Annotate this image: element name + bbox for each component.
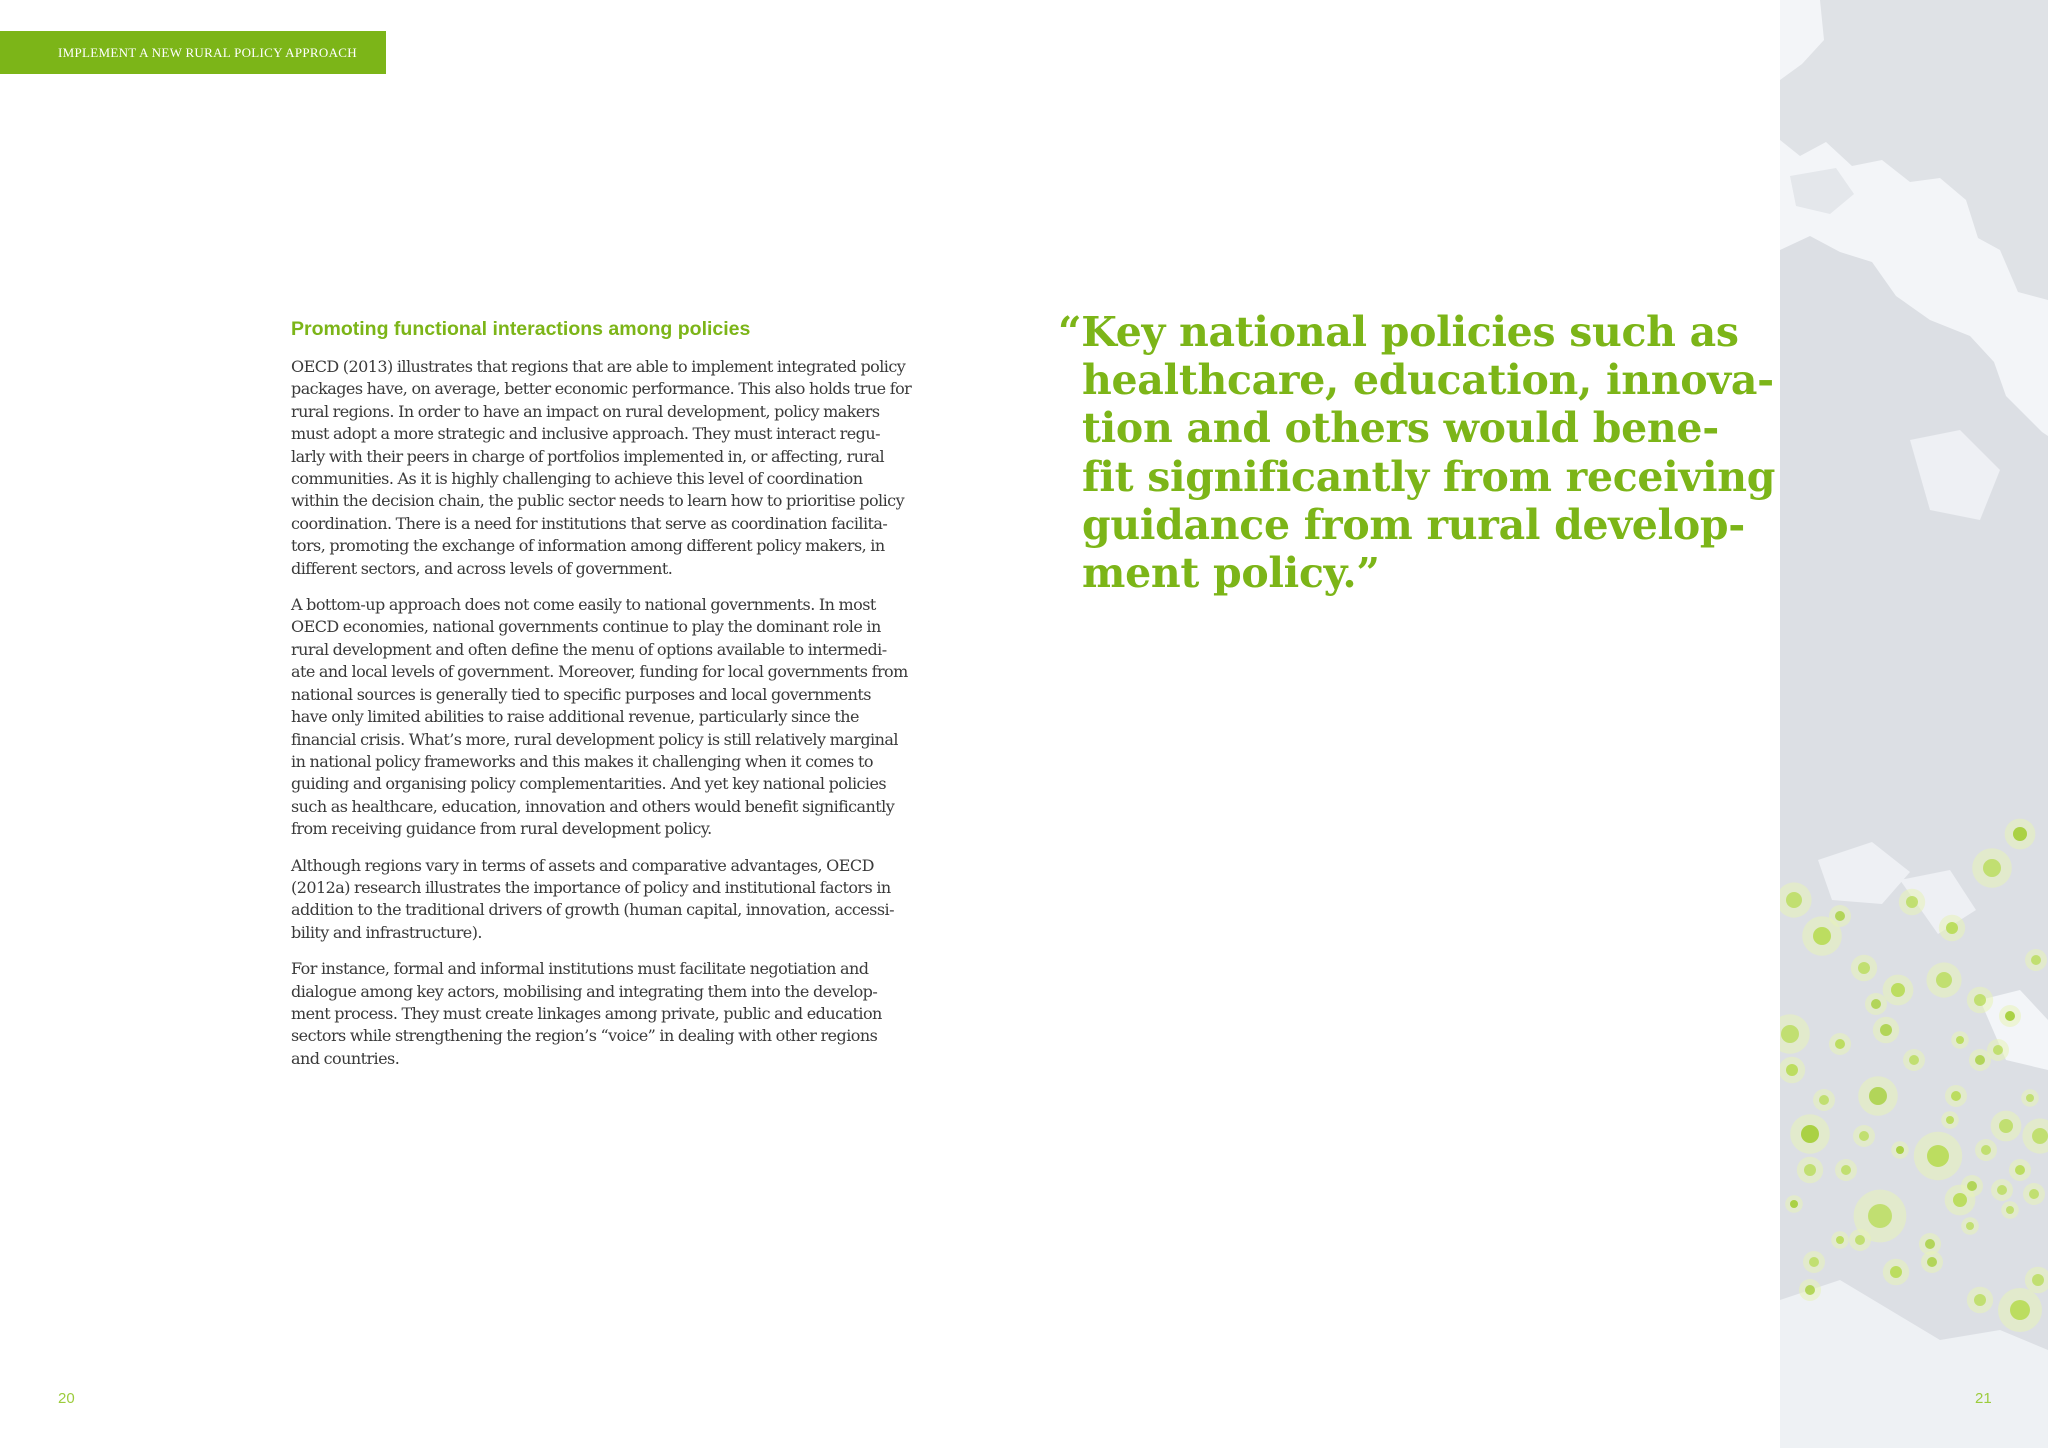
map-dot	[1805, 1285, 1815, 1295]
map-dot	[1891, 983, 1905, 997]
paragraph-line: guiding and organising policy complementarities. And yet key national policies	[291, 774, 887, 794]
map-dot	[1871, 999, 1881, 1009]
map-dot	[1890, 1266, 1902, 1278]
map-dot	[1836, 1236, 1844, 1244]
paragraph-line: must adopt a more strategic and inclusive approach. They must interact regu-	[291, 424, 880, 444]
paragraph-line: have only limited abilities to raise additional revenue, particularly since the	[291, 707, 859, 727]
map-dot	[2013, 827, 2027, 841]
paragraph-line: from receiving guidance from rural development policy.	[291, 819, 712, 839]
map-dot	[1999, 1119, 2013, 1133]
paragraph-line: packages have, on average, better economic performance. This also holds true for	[291, 379, 912, 399]
map-dot	[1983, 859, 2001, 877]
map-dot	[1880, 1024, 1892, 1036]
article-column	[291, 316, 971, 1084]
map-dot	[1801, 1125, 1819, 1143]
map-dot	[1868, 1204, 1892, 1228]
map-dot	[1946, 922, 1958, 934]
map-dot	[1790, 1200, 1798, 1208]
page-number-right: 21	[1975, 1390, 1992, 1407]
paragraph-line: OECD economies, national governments continue to play the dominant role in	[291, 617, 881, 637]
body-paragraph	[291, 958, 971, 1070]
article-body	[291, 356, 971, 1070]
section-label: IMPLEMENT A NEW RURAL POLICY APPROACH	[0, 31, 386, 74]
map-dot	[1997, 1185, 2007, 1195]
paragraph-line: OECD (2013) illustrates that regions that are able to implement integrated policy	[291, 357, 906, 376]
paragraph-line: financial crisis. What’s more, rural development policy is still relatively marginal	[291, 729, 898, 749]
page-number-left: 20	[58, 1390, 75, 1407]
paragraph-line: such as healthcare, education, innovation and others would benefit significantly	[291, 796, 895, 816]
map-dot	[1809, 1257, 1819, 1267]
map-dot	[1869, 1087, 1887, 1105]
pull-quote	[1058, 308, 1776, 598]
map-dot	[1835, 1039, 1845, 1049]
map-dot	[1906, 896, 1918, 908]
paragraph-line: rural development and often define the menu of options available to intermedi-	[291, 639, 887, 659]
quote-line: “Key national policies such as	[1058, 308, 1739, 356]
map-graphic	[1780, 0, 2048, 1448]
paragraph-line: sectors while strengthening the region’s “voice” in dealing with other regions	[291, 1026, 878, 1046]
paragraph-line: addition to the traditional drivers of growth (human capital, innovation, accessi-	[291, 900, 894, 920]
map-dot	[1909, 1055, 1919, 1065]
map-dot	[2032, 1128, 2048, 1144]
map-dot	[2026, 1094, 2034, 1102]
quote-line: guidance from rural develop-	[1082, 500, 1745, 549]
paragraph-line: in national policy frameworks and this makes it challenging when it comes to	[291, 751, 873, 771]
quote-line: healthcare, education, innova-	[1082, 356, 1774, 405]
map-dot	[1956, 1036, 1964, 1044]
map-dot	[1855, 1235, 1865, 1245]
map-dot	[2010, 1300, 2030, 1320]
paragraph-line: coordination. There is a need for institutions that serve as coordination facilita-	[291, 513, 888, 533]
map-dot	[1975, 1055, 1985, 1065]
map-dot	[1974, 994, 1986, 1006]
map-dot	[1951, 1091, 1961, 1101]
body-paragraph	[291, 855, 971, 945]
paragraph-line: national sources is generally tied to specific purposes and local governments	[291, 684, 871, 704]
body-paragraph	[291, 356, 971, 580]
paragraph-line: Although regions vary in terms of assets and comparative advantages, OECD	[291, 855, 874, 875]
paragraph-line: dialogue among key actors, mobilising and integrating them into the develop-	[291, 981, 878, 1001]
paragraph-line: (2012a) research illustrates the importance of policy and institutional factors in	[291, 877, 891, 897]
quote-line: fit significantly from receiving	[1082, 452, 1776, 501]
map-dot	[1786, 1064, 1798, 1076]
map-dot	[1966, 1222, 1974, 1230]
paragraph-line: ate and local levels of government. Moreover, funding for local governments from	[291, 662, 908, 682]
map-dot	[1925, 1239, 1935, 1249]
map-dot	[1835, 911, 1845, 921]
map-dot	[1981, 1145, 1991, 1155]
map-dot	[1781, 1025, 1799, 1043]
map-dot	[1936, 972, 1952, 988]
paragraph-line: larly with their peers in charge of portfolios implemented in, or affecting, rural	[291, 446, 885, 466]
body-paragraph	[291, 594, 971, 840]
paragraph-line: bility and infrastructure).	[291, 922, 482, 942]
map-dot	[1841, 1165, 1851, 1175]
quote-line: tion and others would bene-	[1082, 404, 1719, 453]
map-dot	[2029, 1189, 2039, 1199]
map-dot	[2032, 1274, 2044, 1286]
paragraph-line: communities. As it is highly challenging to achieve this level of coordination	[291, 469, 863, 489]
paragraph-line: ment process. They must create linkages among private, public and education	[291, 1003, 882, 1023]
quote-line: ment policy.”	[1082, 549, 1380, 598]
paragraph-line: different sectors, and across levels of government.	[291, 558, 673, 578]
paragraph-line: For instance, formal and informal institutions must facilitate negotiation and	[291, 959, 869, 979]
paragraph-line: tors, promoting the exchange of information among different policy makers, in	[291, 536, 885, 556]
map-dot	[2031, 955, 2041, 965]
map-dot	[1859, 1131, 1869, 1141]
map-dot	[1813, 927, 1831, 945]
map-dot	[1953, 1193, 1967, 1207]
map-dot	[1819, 1095, 1829, 1105]
map-dot	[1993, 1045, 2003, 1055]
map-dot	[1804, 1164, 1816, 1176]
map-dot	[1896, 1146, 1904, 1154]
map-dot	[2015, 1165, 2025, 1175]
paragraph-line: within the decision chain, the public sector needs to learn how to prioritise policy	[291, 491, 905, 511]
section-heading: Promoting functional interactions among policies	[291, 318, 751, 340]
map-dot	[2006, 1206, 2014, 1214]
map-dot	[1858, 962, 1870, 974]
paragraph-line: rural regions. In order to have an impact on rural development, policy makers	[291, 401, 880, 421]
map-dot	[1946, 1116, 1954, 1124]
map-island	[1790, 168, 1854, 214]
paragraph-line: and countries.	[291, 1048, 400, 1068]
map-dot	[1927, 1257, 1937, 1267]
map-dot	[1927, 1145, 1949, 1167]
paragraph-line: A bottom-up approach does not come easily to national governments. In most	[291, 595, 876, 615]
map-dot	[1967, 1181, 1977, 1191]
map-dot	[2005, 1011, 2015, 1021]
map-dot	[1974, 1294, 1986, 1306]
map-dot	[1786, 892, 1802, 908]
decorative-map-image	[1780, 0, 2048, 1448]
